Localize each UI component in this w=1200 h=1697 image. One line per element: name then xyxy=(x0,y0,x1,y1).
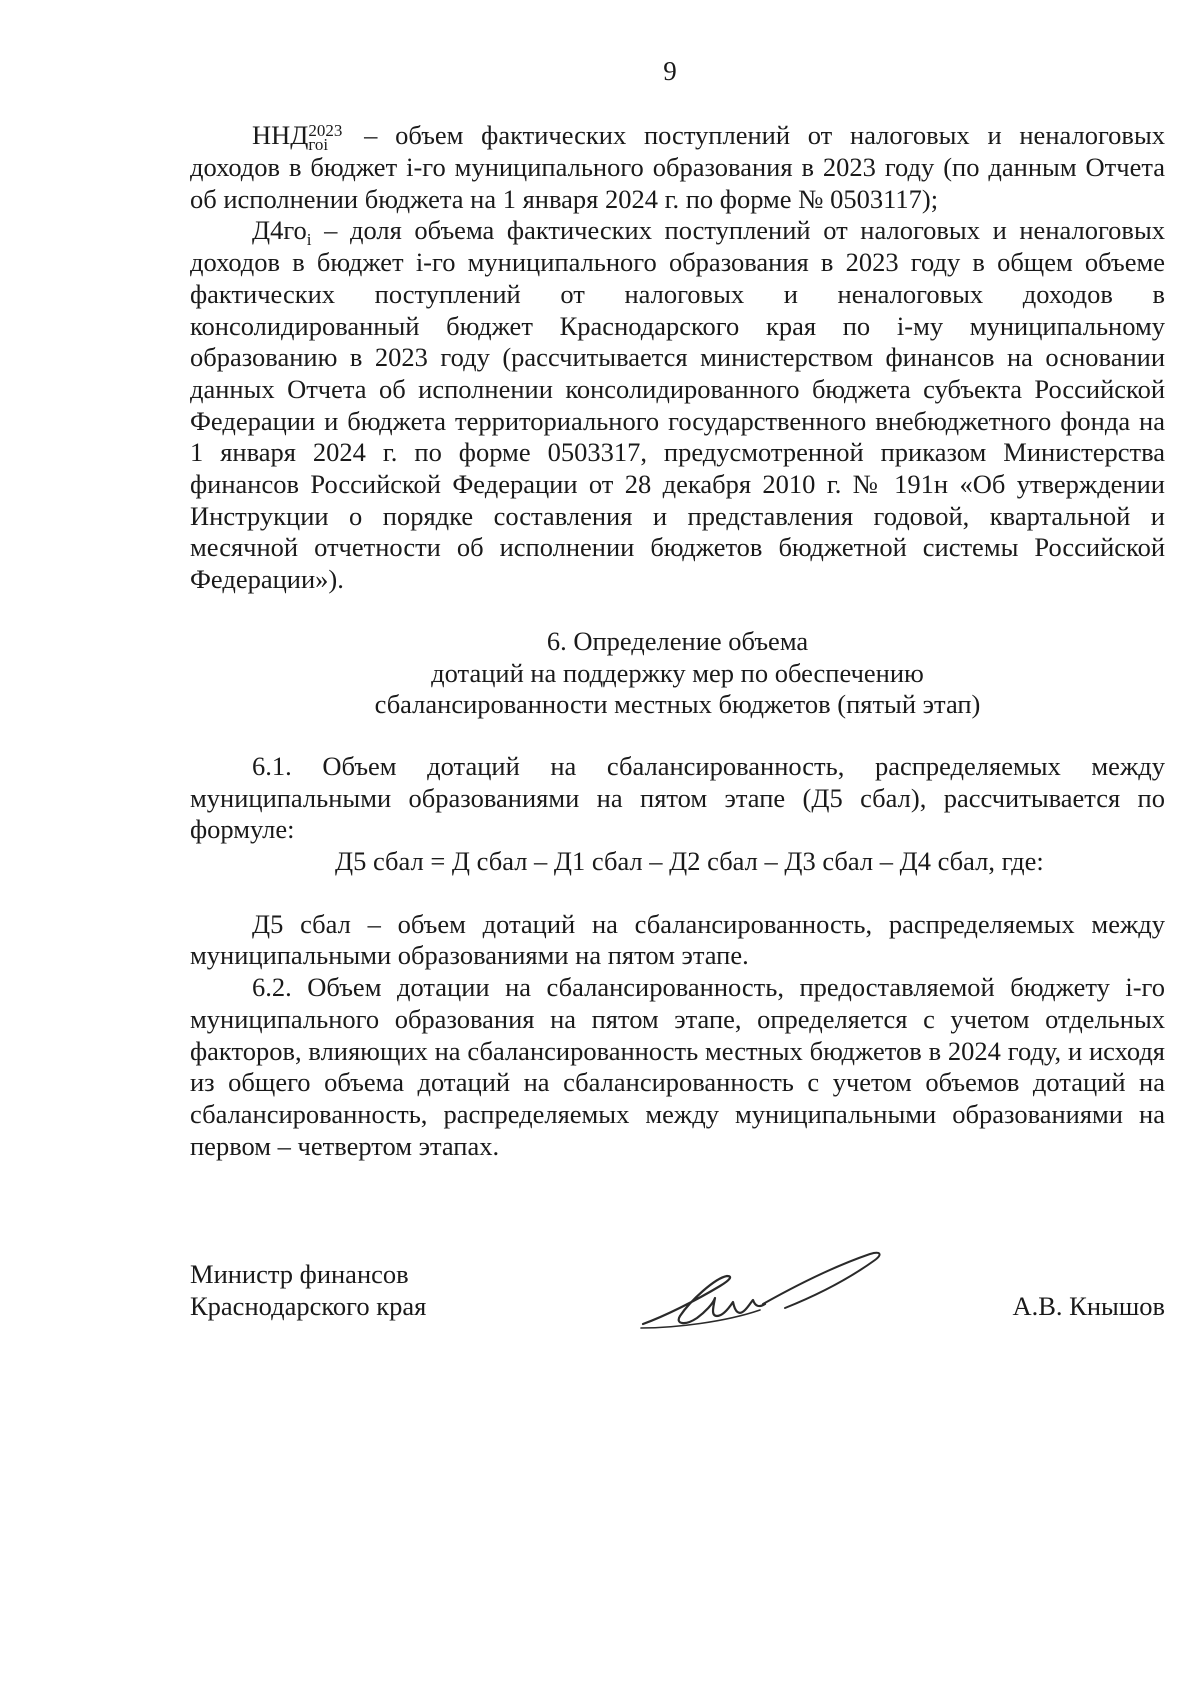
signatory-position xyxy=(190,1258,426,1322)
symbol-d4go: Д4го xyxy=(252,215,307,246)
section-heading-line-1: 6. Определение объема xyxy=(546,625,809,656)
paragraph-nnd-text: – объем фактических поступлений от налоговых и неналоговых доходов в бюджет i-го муниципального образования в 2023 году (по данным Отчета об исполнении бюджета на 1 января 2024 г. по форме № 0503117); xyxy=(190,120,1165,214)
formula-d5-sbal: Д5 сбал = Д сбал – Д1 сбал – Д2 сбал – Д3 сбал – Д4 сбал, где: xyxy=(335,846,1044,877)
paragraph-6-1: 6.1. Объем дотаций на сбалансированность, распределяемых между муниципальными образованиями на пятом этапе (Д5 сбал), рассчитывается по формуле: xyxy=(190,750,1165,845)
symbol-nnd-subscript: гоi xyxy=(308,135,329,154)
section-heading-line-3: сбалансированности местных бюджетов (пятый этап) xyxy=(374,689,981,720)
paragraph-d4go-text: – доля объема фактических поступлений от налоговых и неналоговых доходов в бюджет i-го муниципального образования в 2023 году в общем объеме фактических поступлений от налоговых и неналоговых доходов в консолидированный бюджет Краснодарского края по i-му муниципальному образованию в 2023 году (рассчитывается министерством финансов на основании данных Отчета об исполнении консолидированного бюджета субъекта Российской Федерации и бюджета территориального государственного внебюджетного фонда на 1 января 2024 г. по форме 0503317, предусмотренной приказом Министерства финансов Российской Федерации от 28 декабря 2010 г. № 191н «Об утверждении Инструкции о порядке составления и представления годовой, квартальной и месячной отчетности об исполнении бюджетов бюджетной системы Российской Федерации»). xyxy=(190,215,1165,595)
section-heading-line-2: дотаций на поддержку мер по обеспечению xyxy=(431,657,924,688)
signature-block xyxy=(190,1258,1165,1378)
section-heading xyxy=(190,626,1165,721)
signatory-position-line-2: Краснодарского края xyxy=(190,1291,427,1321)
paragraph-d4go-definition xyxy=(190,215,1165,595)
symbol-d4go-subscript: i xyxy=(306,230,312,250)
handwritten-signature xyxy=(635,1246,895,1341)
symbol-nnd-superscript: 2023 xyxy=(308,121,343,140)
signatory-position-line-1: Министр финансов xyxy=(190,1259,409,1289)
spacer xyxy=(190,878,1165,909)
document-body xyxy=(190,120,1165,1162)
symbol-nnd: ННД xyxy=(252,120,309,150)
signatory-name: А.В. Кнышов xyxy=(1012,1291,1165,1321)
symbol-nnd-indices xyxy=(308,121,343,154)
paragraph-nnd-definition xyxy=(190,120,1165,215)
page-number: 9 xyxy=(663,56,677,86)
paragraph-d5-definition: Д5 сбал – объем дотаций на сбалансированность, распределяемых между муниципальными образованиями на пятом этапе. xyxy=(190,908,1165,971)
paragraph-6-2: 6.2. Объем дотации на сбалансированность, предоставляемой бюджету i-го муниципального образования на пятом этапе, определяется с учетом отдельных факторов, влияющих на сбалансированность местных бюджетов в 2024 году, и исходя из общего объема дотаций на сбалансированность с учетом объемов дотаций на сбалансированность, распределяемых между муниципальными образованиями на первом – четвертом этапах. xyxy=(190,972,1165,1161)
